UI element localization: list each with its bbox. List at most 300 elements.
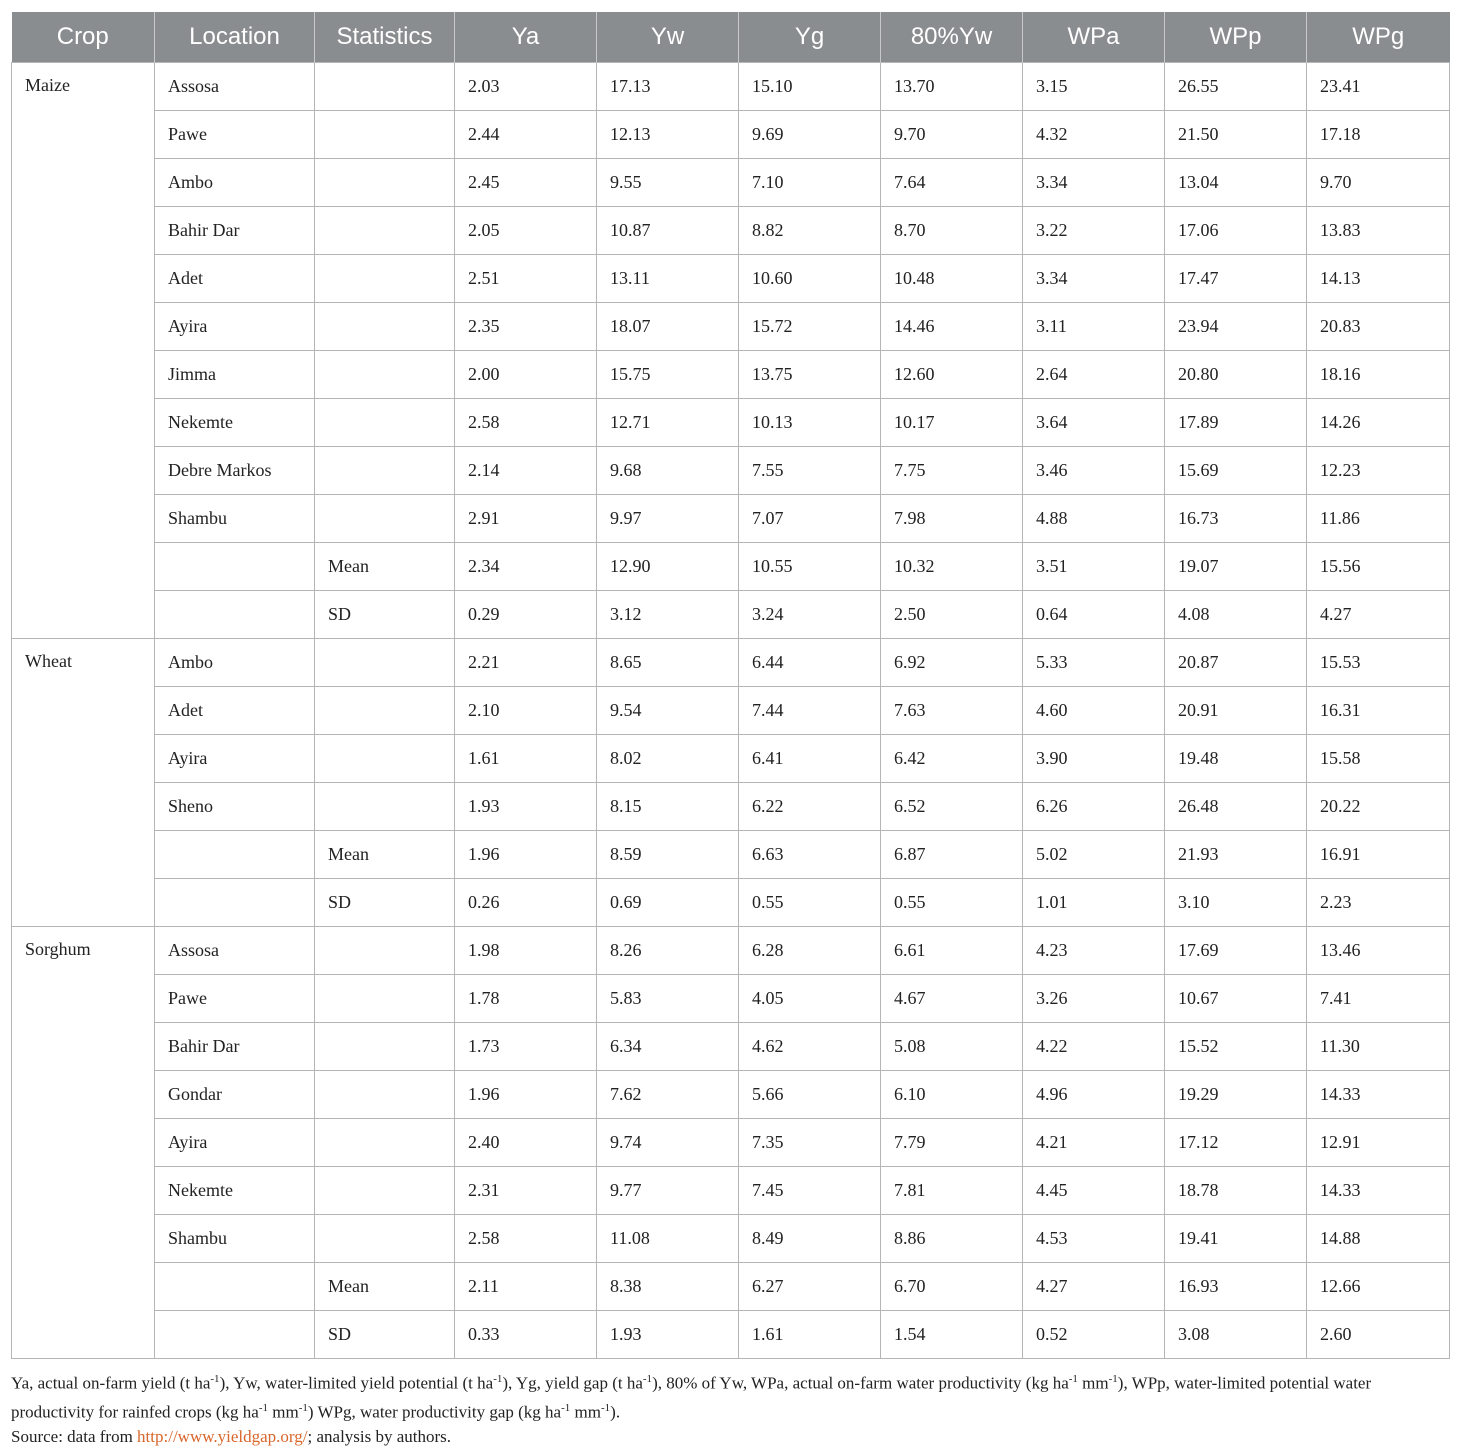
value-cell: 26.48 — [1165, 783, 1307, 831]
value-cell: 2.34 — [455, 543, 597, 591]
location-cell: Pawe — [155, 975, 315, 1023]
location-cell: Nekemte — [155, 399, 315, 447]
location-cell: Sheno — [155, 783, 315, 831]
value-cell: 9.70 — [881, 111, 1023, 159]
statistic-cell — [315, 639, 455, 687]
value-cell: 11.86 — [1307, 495, 1450, 543]
table-row — [12, 1167, 1450, 1215]
statistic-cell — [315, 1167, 455, 1215]
value-cell: 10.60 — [739, 255, 881, 303]
table-row — [12, 639, 1450, 687]
statistic-cell: Mean — [315, 543, 455, 591]
table-row — [12, 591, 1450, 639]
location-cell: Adet — [155, 687, 315, 735]
value-cell: 20.91 — [1165, 687, 1307, 735]
table-row — [12, 687, 1450, 735]
value-cell: 9.77 — [597, 1167, 739, 1215]
column-header: WPp — [1165, 12, 1307, 63]
footnote-segment: -1 — [600, 1401, 611, 1414]
value-cell: 1.61 — [739, 1311, 881, 1359]
value-cell: 20.80 — [1165, 351, 1307, 399]
table-body — [12, 63, 1450, 1359]
value-cell: 6.63 — [739, 831, 881, 879]
value-cell: 19.07 — [1165, 543, 1307, 591]
value-cell: 1.01 — [1023, 879, 1165, 927]
value-cell: 10.32 — [881, 543, 1023, 591]
value-cell: 4.22 — [1023, 1023, 1165, 1071]
table-row — [12, 1215, 1450, 1263]
value-cell: 2.64 — [1023, 351, 1165, 399]
value-cell: 2.40 — [455, 1119, 597, 1167]
value-cell: 15.52 — [1165, 1023, 1307, 1071]
value-cell: 8.15 — [597, 783, 739, 831]
value-cell: 12.60 — [881, 351, 1023, 399]
statistic-cell — [315, 927, 455, 975]
value-cell: 4.05 — [739, 975, 881, 1023]
value-cell: 8.49 — [739, 1215, 881, 1263]
value-cell: 21.93 — [1165, 831, 1307, 879]
value-cell: 15.72 — [739, 303, 881, 351]
value-cell: 10.67 — [1165, 975, 1307, 1023]
location-cell: Ayira — [155, 735, 315, 783]
value-cell: 0.26 — [455, 879, 597, 927]
value-cell: 8.86 — [881, 1215, 1023, 1263]
statistic-cell — [315, 447, 455, 495]
value-cell: 17.18 — [1307, 111, 1450, 159]
value-cell: 4.62 — [739, 1023, 881, 1071]
footnote-segment: -1 — [258, 1401, 269, 1414]
value-cell: 1.61 — [455, 735, 597, 783]
value-cell: 10.87 — [597, 207, 739, 255]
footnote-segment: ). — [610, 1402, 621, 1422]
column-header: Ya — [455, 12, 597, 63]
location-cell — [155, 831, 315, 879]
location-cell: Jimma — [155, 351, 315, 399]
statistic-cell — [315, 207, 455, 255]
footnote-segment: Ya, actual on-farm yield (t ha — [11, 1373, 211, 1393]
location-cell: Shambu — [155, 1215, 315, 1263]
location-cell: Nekemte — [155, 1167, 315, 1215]
value-cell: 4.21 — [1023, 1119, 1165, 1167]
table-row — [12, 735, 1450, 783]
value-cell: 15.75 — [597, 351, 739, 399]
value-cell: 3.51 — [1023, 543, 1165, 591]
statistic-cell — [315, 495, 455, 543]
value-cell: 17.47 — [1165, 255, 1307, 303]
value-cell: 23.41 — [1307, 63, 1450, 111]
table-row — [12, 447, 1450, 495]
table-row — [12, 111, 1450, 159]
value-cell: 6.34 — [597, 1023, 739, 1071]
value-cell: 26.55 — [1165, 63, 1307, 111]
value-cell: 3.10 — [1165, 879, 1307, 927]
table-row — [12, 927, 1450, 975]
footnote-segment: mm — [268, 1402, 299, 1422]
value-cell: 12.71 — [597, 399, 739, 447]
footnote-segment: mm — [570, 1402, 601, 1422]
value-cell: 13.04 — [1165, 159, 1307, 207]
value-cell: 1.96 — [455, 1071, 597, 1119]
value-cell: 6.52 — [881, 783, 1023, 831]
value-cell: 9.69 — [739, 111, 881, 159]
value-cell: 14.33 — [1307, 1071, 1450, 1119]
statistic-cell — [315, 1071, 455, 1119]
statistic-cell — [315, 735, 455, 783]
value-cell: 20.87 — [1165, 639, 1307, 687]
value-cell: 2.58 — [455, 1215, 597, 1263]
table-row — [12, 63, 1450, 111]
footnote-segment: ), Yw, water-limited yield potential (t ha — [219, 1373, 494, 1393]
value-cell: 6.10 — [881, 1071, 1023, 1119]
value-cell: 4.08 — [1165, 591, 1307, 639]
value-cell: 13.70 — [881, 63, 1023, 111]
statistic-cell — [315, 351, 455, 399]
value-cell: 3.64 — [1023, 399, 1165, 447]
value-cell: 15.53 — [1307, 639, 1450, 687]
crop-cell: Wheat — [12, 639, 155, 927]
column-header: Location — [155, 12, 315, 63]
value-cell: 3.24 — [739, 591, 881, 639]
value-cell: 7.55 — [739, 447, 881, 495]
value-cell: 3.34 — [1023, 255, 1165, 303]
statistic-cell — [315, 1119, 455, 1167]
value-cell: 2.21 — [455, 639, 597, 687]
location-cell — [155, 1311, 315, 1359]
value-cell: 9.97 — [597, 495, 739, 543]
statistic-cell — [315, 783, 455, 831]
value-cell: 16.31 — [1307, 687, 1450, 735]
statistic-cell — [315, 159, 455, 207]
value-cell: 16.73 — [1165, 495, 1307, 543]
location-cell: Bahir Dar — [155, 1023, 315, 1071]
value-cell: 4.53 — [1023, 1215, 1165, 1263]
yield-gap-table — [11, 12, 1450, 1359]
value-cell: 13.83 — [1307, 207, 1450, 255]
location-cell — [155, 1263, 315, 1311]
location-cell: Shambu — [155, 495, 315, 543]
value-cell: 2.23 — [1307, 879, 1450, 927]
value-cell: 9.74 — [597, 1119, 739, 1167]
value-cell: 17.13 — [597, 63, 739, 111]
table-row — [12, 1119, 1450, 1167]
value-cell: 10.13 — [739, 399, 881, 447]
statistic-cell — [315, 303, 455, 351]
value-cell: 5.08 — [881, 1023, 1023, 1071]
column-header: Statistics — [315, 12, 455, 63]
value-cell: 2.03 — [455, 63, 597, 111]
crop-cell: Sorghum — [12, 927, 155, 1359]
value-cell: 5.83 — [597, 975, 739, 1023]
value-cell: 7.75 — [881, 447, 1023, 495]
value-cell: 7.64 — [881, 159, 1023, 207]
table-row — [12, 255, 1450, 303]
value-cell: 13.46 — [1307, 927, 1450, 975]
value-cell: 8.02 — [597, 735, 739, 783]
table-notes — [11, 1367, 1451, 1449]
value-cell: 5.02 — [1023, 831, 1165, 879]
value-cell: 6.44 — [739, 639, 881, 687]
value-cell: 12.91 — [1307, 1119, 1450, 1167]
value-cell: 14.13 — [1307, 255, 1450, 303]
value-cell: 18.07 — [597, 303, 739, 351]
value-cell: 12.13 — [597, 111, 739, 159]
table-row — [12, 1311, 1450, 1359]
table-footnote — [11, 1367, 1451, 1424]
value-cell: 0.64 — [1023, 591, 1165, 639]
value-cell: 4.45 — [1023, 1167, 1165, 1215]
location-cell — [155, 879, 315, 927]
value-cell: 8.65 — [597, 639, 739, 687]
location-cell — [155, 591, 315, 639]
value-cell: 10.17 — [881, 399, 1023, 447]
location-cell — [155, 543, 315, 591]
table-row — [12, 1071, 1450, 1119]
column-header: 80%Yw — [881, 12, 1023, 63]
footnote-segment: -1 — [1068, 1373, 1078, 1385]
value-cell: 1.93 — [455, 783, 597, 831]
value-cell: 2.91 — [455, 495, 597, 543]
statistic-cell: Mean — [315, 1263, 455, 1311]
value-cell: 6.41 — [739, 735, 881, 783]
value-cell: 7.41 — [1307, 975, 1450, 1023]
value-cell: 0.29 — [455, 591, 597, 639]
statistic-cell — [315, 255, 455, 303]
value-cell: 16.91 — [1307, 831, 1450, 879]
value-cell: 3.90 — [1023, 735, 1165, 783]
value-cell: 13.11 — [597, 255, 739, 303]
value-cell: 10.55 — [739, 543, 881, 591]
value-cell: 8.59 — [597, 831, 739, 879]
footnote-segment: -1 — [642, 1373, 653, 1385]
value-cell: 2.10 — [455, 687, 597, 735]
value-cell: 20.22 — [1307, 783, 1450, 831]
value-cell: 14.26 — [1307, 399, 1450, 447]
value-cell: 18.78 — [1165, 1167, 1307, 1215]
value-cell: 1.96 — [455, 831, 597, 879]
value-cell: 19.41 — [1165, 1215, 1307, 1263]
value-cell: 6.22 — [739, 783, 881, 831]
statistic-cell — [315, 1023, 455, 1071]
table-row — [12, 879, 1450, 927]
value-cell: 4.32 — [1023, 111, 1165, 159]
footnote-segment: -1 — [561, 1401, 571, 1414]
footnote-segment: ), WPp, water-limited potential water productivity for rainfed crops (kg ha — [11, 1373, 1372, 1422]
value-cell: 11.30 — [1307, 1023, 1450, 1071]
value-cell: 2.00 — [455, 351, 597, 399]
value-cell: 12.23 — [1307, 447, 1450, 495]
value-cell: 17.12 — [1165, 1119, 1307, 1167]
value-cell: 0.52 — [1023, 1311, 1165, 1359]
table-row — [12, 975, 1450, 1023]
value-cell: 7.44 — [739, 687, 881, 735]
value-cell: 14.33 — [1307, 1167, 1450, 1215]
source-link[interactable]: http://www.yieldgap.org/ — [137, 1427, 308, 1447]
footnote-segment: ), 80% of Yw, WPa, actual on-farm water productivity (kg ha — [652, 1373, 1069, 1393]
value-cell: 8.70 — [881, 207, 1023, 255]
value-cell: 2.05 — [455, 207, 597, 255]
value-cell: 0.69 — [597, 879, 739, 927]
value-cell: 1.93 — [597, 1311, 739, 1359]
value-cell: 6.27 — [739, 1263, 881, 1311]
value-cell: 7.62 — [597, 1071, 739, 1119]
value-cell: 17.06 — [1165, 207, 1307, 255]
value-cell: 1.98 — [455, 927, 597, 975]
table-row — [12, 159, 1450, 207]
value-cell: 11.08 — [597, 1215, 739, 1263]
value-cell: 2.50 — [881, 591, 1023, 639]
location-cell: Adet — [155, 255, 315, 303]
source-prefix: Source: data from — [11, 1427, 138, 1447]
table-row — [12, 1023, 1450, 1071]
value-cell: 4.96 — [1023, 1071, 1165, 1119]
statistic-cell — [315, 399, 455, 447]
value-cell: 17.69 — [1165, 927, 1307, 975]
value-cell: 15.10 — [739, 63, 881, 111]
location-cell: Assosa — [155, 63, 315, 111]
value-cell: 1.78 — [455, 975, 597, 1023]
table-row — [12, 1263, 1450, 1311]
value-cell: 2.11 — [455, 1263, 597, 1311]
table-row — [12, 831, 1450, 879]
value-cell: 4.23 — [1023, 927, 1165, 975]
value-cell: 8.26 — [597, 927, 739, 975]
value-cell: 14.46 — [881, 303, 1023, 351]
value-cell: 6.28 — [739, 927, 881, 975]
value-cell: 2.45 — [455, 159, 597, 207]
value-cell: 0.33 — [455, 1311, 597, 1359]
statistic-cell — [315, 63, 455, 111]
column-header: WPa — [1023, 12, 1165, 63]
column-header: Yw — [597, 12, 739, 63]
value-cell: 3.15 — [1023, 63, 1165, 111]
value-cell: 7.10 — [739, 159, 881, 207]
value-cell: 23.94 — [1165, 303, 1307, 351]
statistic-cell — [315, 975, 455, 1023]
statistic-cell: SD — [315, 879, 455, 927]
value-cell: 7.63 — [881, 687, 1023, 735]
value-cell: 14.88 — [1307, 1215, 1450, 1263]
value-cell: 3.11 — [1023, 303, 1165, 351]
value-cell: 4.67 — [881, 975, 1023, 1023]
table-header-row — [12, 12, 1450, 63]
table-row — [12, 303, 1450, 351]
value-cell: 12.90 — [597, 543, 739, 591]
location-cell: Debre Markos — [155, 447, 315, 495]
value-cell: 2.14 — [455, 447, 597, 495]
source-line — [11, 1424, 1451, 1449]
value-cell: 20.83 — [1307, 303, 1450, 351]
value-cell: 6.26 — [1023, 783, 1165, 831]
statistic-cell — [315, 111, 455, 159]
footnote-segment: -1 — [1108, 1373, 1118, 1385]
value-cell: 7.81 — [881, 1167, 1023, 1215]
value-cell: 7.45 — [739, 1167, 881, 1215]
location-cell: Bahir Dar — [155, 207, 315, 255]
value-cell: 16.93 — [1165, 1263, 1307, 1311]
value-cell: 0.55 — [739, 879, 881, 927]
data-table-container — [11, 12, 1449, 1359]
value-cell: 15.56 — [1307, 543, 1450, 591]
value-cell: 19.29 — [1165, 1071, 1307, 1119]
footnote-segment: -1 — [493, 1373, 503, 1385]
value-cell: 5.66 — [739, 1071, 881, 1119]
table-row — [12, 495, 1450, 543]
value-cell: 8.82 — [739, 207, 881, 255]
value-cell: 18.16 — [1307, 351, 1450, 399]
value-cell: 7.79 — [881, 1119, 1023, 1167]
value-cell: 15.69 — [1165, 447, 1307, 495]
value-cell: 3.08 — [1165, 1311, 1307, 1359]
value-cell: 3.46 — [1023, 447, 1165, 495]
column-header: Crop — [12, 12, 155, 63]
value-cell: 4.88 — [1023, 495, 1165, 543]
footnote-segment: -1 — [210, 1373, 220, 1385]
value-cell: 10.48 — [881, 255, 1023, 303]
source-suffix: ; analysis by authors. — [307, 1427, 452, 1447]
value-cell: 0.55 — [881, 879, 1023, 927]
location-cell: Assosa — [155, 927, 315, 975]
value-cell: 15.58 — [1307, 735, 1450, 783]
footnote-segment: -1 — [298, 1401, 308, 1414]
statistic-cell: SD — [315, 591, 455, 639]
statistic-cell: SD — [315, 1311, 455, 1359]
statistic-cell — [315, 687, 455, 735]
value-cell: 7.35 — [739, 1119, 881, 1167]
value-cell: 7.98 — [881, 495, 1023, 543]
value-cell: 1.73 — [455, 1023, 597, 1071]
value-cell: 2.35 — [455, 303, 597, 351]
value-cell: 9.68 — [597, 447, 739, 495]
value-cell: 2.51 — [455, 255, 597, 303]
footnote-segment: mm — [1077, 1373, 1109, 1393]
value-cell: 9.55 — [597, 159, 739, 207]
column-header: Yg — [739, 12, 881, 63]
location-cell: Ambo — [155, 159, 315, 207]
table-row — [12, 207, 1450, 255]
table-row — [12, 783, 1450, 831]
value-cell: 2.44 — [455, 111, 597, 159]
value-cell: 6.87 — [881, 831, 1023, 879]
value-cell: 3.26 — [1023, 975, 1165, 1023]
value-cell: 3.22 — [1023, 207, 1165, 255]
value-cell: 6.70 — [881, 1263, 1023, 1311]
value-cell: 4.27 — [1307, 591, 1450, 639]
location-cell: Ambo — [155, 639, 315, 687]
value-cell: 12.66 — [1307, 1263, 1450, 1311]
value-cell: 2.31 — [455, 1167, 597, 1215]
value-cell: 2.60 — [1307, 1311, 1450, 1359]
statistic-cell: Mean — [315, 831, 455, 879]
value-cell: 7.07 — [739, 495, 881, 543]
value-cell: 21.50 — [1165, 111, 1307, 159]
statistic-cell — [315, 1215, 455, 1263]
value-cell: 5.33 — [1023, 639, 1165, 687]
footnote-segment: ) WPg, water productivity gap (kg ha — [307, 1402, 562, 1422]
value-cell: 6.92 — [881, 639, 1023, 687]
value-cell: 9.70 — [1307, 159, 1450, 207]
location-cell: Gondar — [155, 1071, 315, 1119]
column-header: WPg — [1307, 12, 1450, 63]
value-cell: 6.61 — [881, 927, 1023, 975]
table-row — [12, 399, 1450, 447]
location-cell: Pawe — [155, 111, 315, 159]
value-cell: 3.12 — [597, 591, 739, 639]
location-cell: Ayira — [155, 1119, 315, 1167]
value-cell: 8.38 — [597, 1263, 739, 1311]
value-cell: 17.89 — [1165, 399, 1307, 447]
value-cell: 1.54 — [881, 1311, 1023, 1359]
value-cell: 13.75 — [739, 351, 881, 399]
